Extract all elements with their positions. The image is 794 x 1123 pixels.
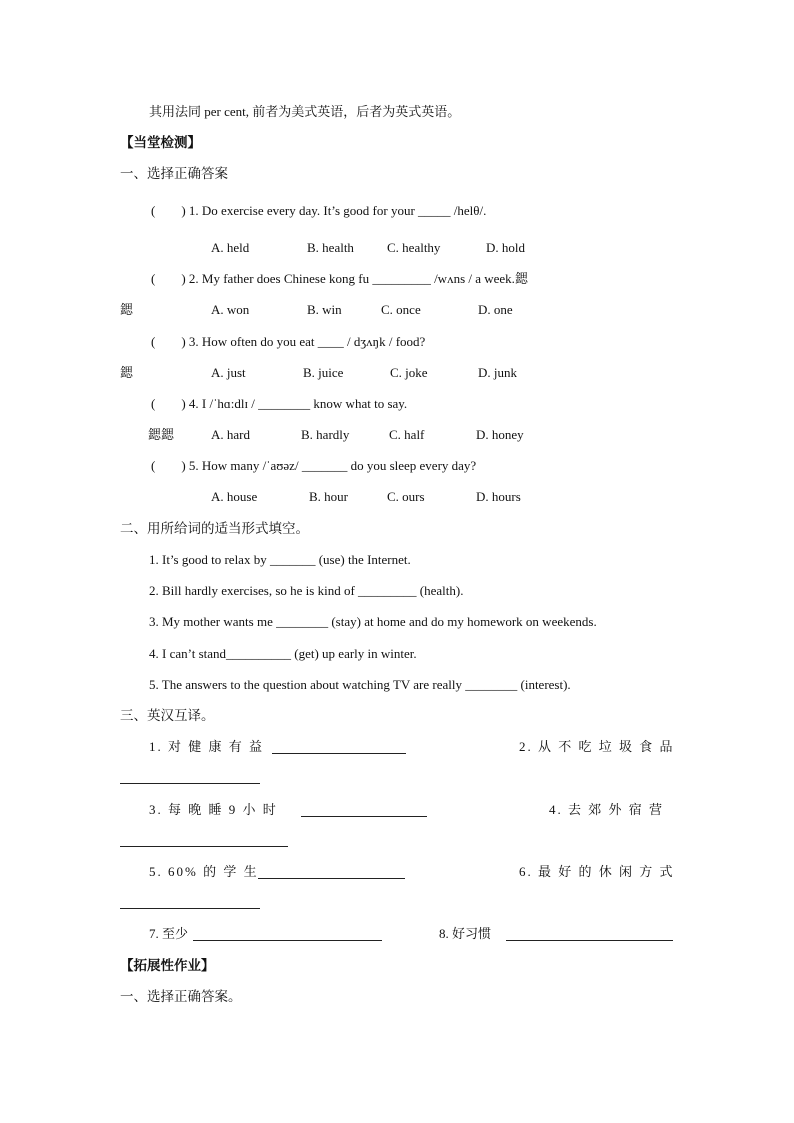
- mcq-1-option-d: D. hold: [486, 240, 525, 255]
- mcq-4-stray-mark: 鍶鍶: [148, 427, 175, 442]
- mcq-4-option-b: B. hardly: [301, 427, 350, 442]
- mcq-question-2: [151, 271, 528, 287]
- translate-item-7: 7. 至少: [149, 926, 189, 941]
- mcq-4-option-c: C. half: [389, 427, 425, 442]
- mcq-question-1: ( ) 1. Do exercise every day. It’s good for your _____ /helθ/.: [151, 203, 487, 218]
- mcq-2-option-d: D. one: [478, 302, 513, 317]
- mcq-3-option-d: D. junk: [478, 365, 517, 380]
- mcq-2-stray-mark: 鍶: [120, 302, 134, 317]
- section-heading-practice: 【当堂检测】: [120, 135, 201, 150]
- mcq-2-option-a: A. won: [211, 302, 250, 317]
- mcq-question-2-stray: 鍶: [514, 271, 528, 286]
- mcq-3-option-a: A. just: [211, 365, 246, 380]
- fill-item-2: 2. Bill hardly exercises, so he is kind of _________ (health).: [149, 583, 464, 598]
- mcq-3-option-c: C. joke: [390, 365, 428, 380]
- mcq-question-2-text: ( ) 2. My father does Chinese kong fu _________ /wʌns / a week.: [151, 271, 515, 286]
- mcq-1-option-b: B. health: [307, 240, 354, 255]
- mcq-question-4: ( ) 4. I /ˈhɑ:dlɪ / ________ know what to say.: [151, 396, 408, 411]
- translate-item-4: 4. 去 郊 外 宿 营: [549, 802, 665, 817]
- part1-title: 一、选择正确答案: [120, 166, 228, 181]
- mcq-5-option-c: C. ours: [387, 489, 425, 504]
- answer-blank-2[interactable]: [120, 783, 260, 784]
- answer-blank-4[interactable]: [120, 846, 288, 847]
- answer-blank-8[interactable]: [506, 940, 673, 941]
- fill-item-1: 1. It’s good to relax by _______ (use) the Internet.: [149, 552, 411, 567]
- mcq-4-option-a: A. hard: [211, 427, 250, 442]
- fill-item-4: 4. I can’t stand__________ (get) up early in winter.: [149, 646, 417, 661]
- part4-title: 一、选择正确答案。: [120, 989, 242, 1004]
- translate-item-8: 8. 好习惯: [439, 926, 492, 941]
- intro-text: 其用法同 per cent, 前者为美式英语，后者为英式英语。: [149, 104, 461, 119]
- translate-item-5: 5. 60% 的 学 生: [149, 864, 259, 879]
- mcq-question-3: ( ) 3. How often do you eat ____ / dʒʌŋk / food?: [151, 334, 426, 349]
- answer-blank-7[interactable]: [193, 940, 382, 941]
- mcq-3-stray-mark: 鍶: [120, 365, 134, 380]
- translate-item-6: 6. 最 好 的 休 闲 方 式: [519, 864, 675, 879]
- mcq-5-option-b: B. hour: [309, 489, 348, 504]
- part3-title: 三、英汉互译。: [120, 708, 215, 723]
- answer-blank-1[interactable]: [272, 753, 406, 754]
- mcq-5-option-a: A. house: [211, 489, 258, 504]
- mcq-3-option-b: B. juice: [303, 365, 344, 380]
- mcq-1-option-a: A. held: [211, 240, 250, 255]
- fill-item-3: 3. My mother wants me ________ (stay) at home and do my homework on weekends.: [149, 614, 597, 629]
- mcq-question-5: ( ) 5. How many /ˈaʊəz/ _______ do you sleep every day?: [151, 458, 477, 473]
- translate-item-2: 2. 从 不 吃 垃 圾 食 品: [519, 739, 675, 754]
- answer-blank-6[interactable]: [120, 908, 260, 909]
- mcq-1-option-c: C. healthy: [387, 240, 441, 255]
- mcq-2-option-c: C. once: [381, 302, 421, 317]
- mcq-4-option-d: D. honey: [476, 427, 524, 442]
- section-heading-extended: 【拓展性作业】: [120, 958, 215, 973]
- mcq-5-option-d: D. hours: [476, 489, 521, 504]
- answer-blank-3[interactable]: [301, 816, 427, 817]
- translate-item-1: 1. 对 健 康 有 益: [149, 739, 265, 754]
- part2-title: 二、用所给词的适当形式填空。: [120, 521, 309, 536]
- fill-item-5: 5. The answers to the question about watching TV are really ________ (interest).: [149, 677, 571, 692]
- answer-blank-5[interactable]: [258, 878, 405, 879]
- mcq-2-option-b: B. win: [307, 302, 342, 317]
- translate-item-3: 3. 每 晚 睡 9 小 时: [149, 802, 278, 817]
